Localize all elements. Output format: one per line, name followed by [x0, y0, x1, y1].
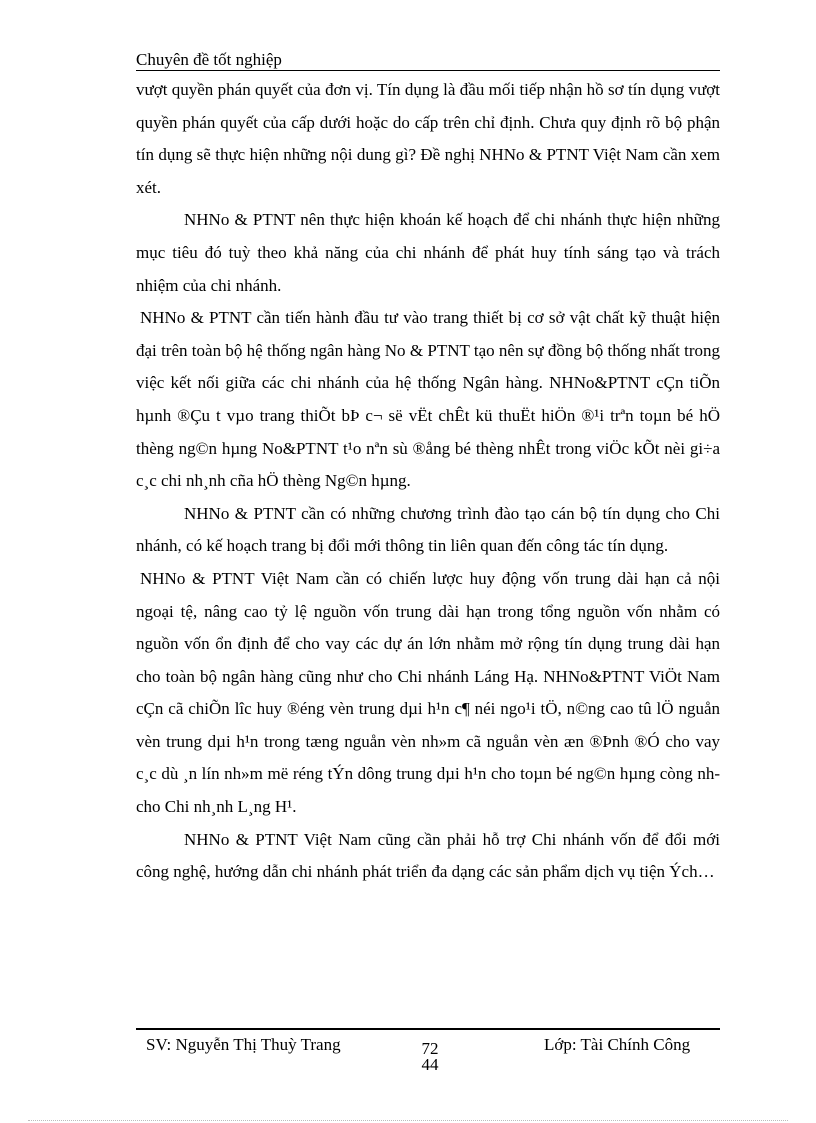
document-header-title: Chuyên đề tốt nghiệp: [136, 50, 282, 69]
body-paragraph-3: NHNo & PTNT cần tiến hành đầu tư vào trang thiết bị cơ sở vật chất kỹ thuật hiện đại trên toàn bộ hệ thống ngân hàng No & PTNT tạo nên sự đồng bộ thống nhất trong việc kết nối giữa các chi nhánh của hệ thống Ngân hàng. NHNo&PTNT cÇn tiÕn hµnh ®Çu t vµo trang thiÕt bÞ c¬ së vËt chÊt kü thuËt hiÖn ®¹i trªn toµn bé hÖ thèng ng©n hµng No&PTNT t¹o nªn sù ®ång bé thèng nhÊt trong viÖc kÕt nèi gi÷a c¸c chi nh¸nh cña hÖ thèng Ng©n hµng.: [136, 308, 720, 491]
footer-author: SV: Nguyễn Thị Thuỳ Trang: [146, 1035, 341, 1054]
page-number-secondary: 44: [421, 1055, 439, 1074]
body-paragraph-6: NHNo & PTNT Việt Nam cũng cần phải hỗ trợ Chi nhánh vốn để đổi mới công nghệ, hướng dẫn chi nhánh phát triển đa dạng các sản phẩm dịch vụ tiện Ých…: [136, 829, 720, 882]
header-divider: [136, 70, 720, 71]
body-paragraph-5: NHNo & PTNT Việt Nam cần có chiến lược huy động vốn trung dài hạn cả nội ngoại tệ, nâng cao tỷ lệ nguồn vốn trung dài hạn trong tổng nguồn vốn nhằm có nguồn vốn ổn định để cho vay các dự án lớn nhằm mở rộng tín dụng trung dài hạn cho toàn bộ ngân hàng cũng như cho Chi nhánh Láng Hạ. NHNo&PTNT ViÖt Nam cÇn cã chiÕn lîc huy ®éng vèn trung dµi h¹n c¶ néi ngo¹i tÖ, n©ng cao tû lÖ nguån vèn trung dµi h¹n trong tæng nguån vèn nh»m cã nguån vèn æn ®Þnh ®Ó cho vay c¸c dù ¸n lín nh»m më réng tÝn dông trung dµi h¹n cho toµn bé ng©n hµng còng nh cho Chi nh¸nh L¸ng H¹.: [136, 568, 720, 817]
footer-divider: [136, 1028, 720, 1030]
body-paragraph-2: NHNo & PTNT nên thực hiện khoán kế hoạch để chi nhánh thực hiện những mục tiêu đó tuỳ theo khả năng của chi nhánh để phát huy tính sáng tạo và trách nhiệm của chi nhánh.: [136, 210, 720, 295]
body-paragraph-4: NHNo & PTNT cần có những chương trình đào tạo cán bộ tín dụng cho Chi nhánh, có kế hoạch trang bị đổi mới thông tin liên quan đến công tác tín dụng.: [136, 503, 720, 556]
page-number-primary: 72: [421, 1039, 439, 1058]
document-body: [136, 74, 720, 889]
body-paragraph-1: vượt quyền phán quyết của đơn vị. Tín dụng là đầu mối tiếp nhận hồ sơ tín dụng vượt quyền phán quyết của cấp dưới hoặc do cấp trên chỉ định. Chưa quy định rõ bộ phận tín dụng sẽ thực hiện những nội dung gì? Đề nghị NHNo & PTNT Việt Nam cần xem xét.: [136, 80, 720, 197]
page-bottom-border: [28, 1120, 788, 1121]
footer-class: Lớp: Tài Chính Công: [544, 1035, 691, 1054]
